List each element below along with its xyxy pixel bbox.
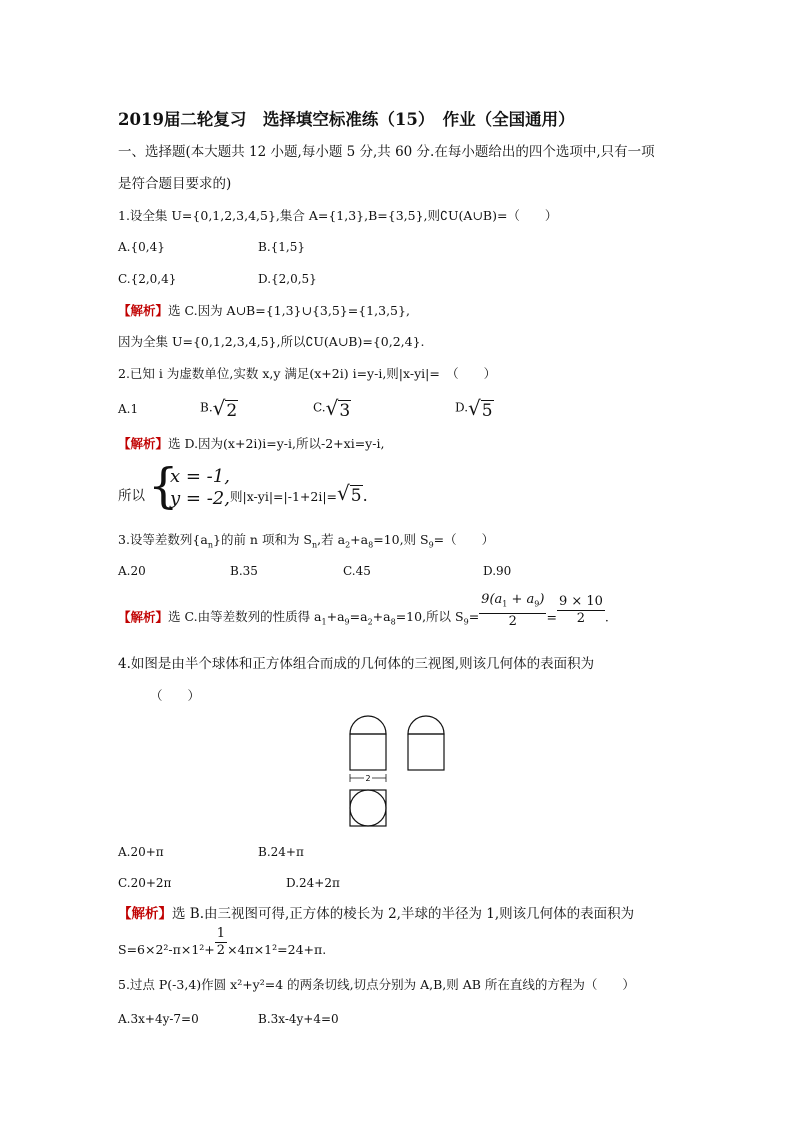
question-4-option-c: C.20+2π [118, 876, 172, 890]
solution-text: 选 D.因为(x+2i)i=y-i,所以-2+xi=y-i, [168, 436, 385, 451]
dimension-label: 2 [365, 774, 371, 783]
question-1-option-a: A.{0,4} [118, 240, 165, 254]
question-2-option-b: B.√2 [200, 396, 238, 421]
side-view-semicircle [408, 716, 444, 734]
solution-tag: 【解析】 [118, 609, 169, 625]
question-2-option-a: A.1 [118, 402, 139, 416]
front-view-square [350, 734, 386, 770]
question-2-stem: 2.已知 i 为虚数单位,实数 x,y 满足(x+2i) i=y-i,则|x-yi|= （ ） [118, 366, 497, 381]
question-1-solution-line1 [118, 303, 410, 319]
brace-symbol: { [148, 458, 179, 514]
sqrt-symbol: √5 [337, 481, 362, 506]
question-4-option-a: A.20+π [118, 845, 164, 859]
solution-prefix: 所以 [118, 488, 145, 504]
top-view-circle [350, 790, 386, 826]
fraction: $\frac{9(a_1 + a_9)}{2}$ [481, 592, 545, 629]
question-5-option-a: A.3x+4y-7=0 [118, 1012, 199, 1026]
question-4-stem-line2: （ ） [150, 688, 201, 703]
solution-text: 选 C.因为 A∪B={1,3}∪{3,5}={1,3,5}, [168, 303, 410, 318]
front-view-semicircle [350, 716, 386, 734]
question-1-option-b: B.{1,5} [258, 240, 305, 254]
sqrt-symbol: √5 [468, 396, 493, 421]
question-1-option-d: D.{2,0,5} [258, 272, 317, 286]
question-4-stem-line1: 4.如图是由半个球体和正方体组合而成的几何体的三视图,则该几何体的表面积为 [118, 656, 595, 672]
question-3-option-b: B.35 [230, 564, 258, 578]
section-instruction-line2: 是符合题目要求的) [118, 176, 232, 192]
sqrt-symbol: √3 [325, 396, 351, 421]
question-4-solution-line1: 【解析】选 B.由三视图可得,正方体的棱长为 2,半球的半径为 1,则该几何体的表面积为 [118, 906, 635, 922]
fraction: $\frac{1}{2}$ [216, 926, 226, 958]
question-3-solution: 【解析】选 C.由等差数列的性质得 $a_1+a_9=a_2+a_8=10$,所以 $S_9=$ $\frac{9(a_1 + a_9)}{2}$ = $\frac{9 \times 10}{2}$ . [118, 592, 609, 629]
question-3-stem: 3.设等差数列$\{a_n\}$的前 n 项和为 $S_n$,若 $a_2+a_8=10$,则 $S_9=$（ ） [118, 532, 495, 550]
question-2-solution-line1 [118, 436, 384, 452]
question-5-option-b: B.3x-4y+4=0 [258, 1012, 339, 1026]
question-2-option-c: C.√3 [313, 396, 351, 421]
question-5-stem: 5.过点 P(-3,4)作圆 x²+y²=4 的两条切线,切点分别为 A,B,则 AB 所在直线的方程为（ ） [118, 977, 635, 992]
three-view-figure [340, 708, 460, 838]
equation-1: x = -1, [170, 466, 230, 487]
question-4-solution-line2: S=6×2²-π×1²+ $\frac{1}{2}$ ×4π×1²=24+π. [118, 926, 327, 958]
question-1-option-c: C.{2,0,4} [118, 272, 177, 286]
page-title: 2019届二轮复习 选择填空标准练（15） 作业（全国通用） [118, 110, 575, 129]
solution-suffix: 则|x-yi|=|-1+2i|=√5. [230, 481, 368, 506]
question-1-stem: 1.设全集 U={0,1,2,3,4,5},集合 A={1,3},B={3,5},则∁U(A∪B)=（ ） [118, 208, 558, 223]
question-3-option-a: A.20 [118, 564, 146, 578]
question-3-option-c: C.45 [343, 564, 371, 578]
equation-2: y = -2, [170, 488, 230, 509]
section-instruction-line1: 一、选择题(本大题共 12 小题,每小题 5 分,共 60 分.在每小题给出的四个选项中,只有一项 [118, 144, 655, 160]
question-1-solution-line2: 因为全集 U={0,1,2,3,4,5},所以∁U(A∪B)={0,2,4}. [118, 334, 425, 349]
question-2-option-d: D.√5 [455, 396, 493, 421]
question-4-option-d: D.24+2π [286, 876, 340, 890]
solution-tag: 【解析】 [118, 303, 169, 318]
question-4-option-b: B.24+π [258, 845, 304, 859]
side-view-square [408, 734, 444, 770]
fraction: $\frac{9 \times 10}{2}$ [558, 594, 603, 627]
question-3-option-d: D.90 [483, 564, 512, 578]
sqrt-symbol: √2 [212, 396, 238, 421]
solution-tag: 【解析】 [118, 906, 172, 922]
solution-tag: 【解析】 [118, 436, 169, 451]
